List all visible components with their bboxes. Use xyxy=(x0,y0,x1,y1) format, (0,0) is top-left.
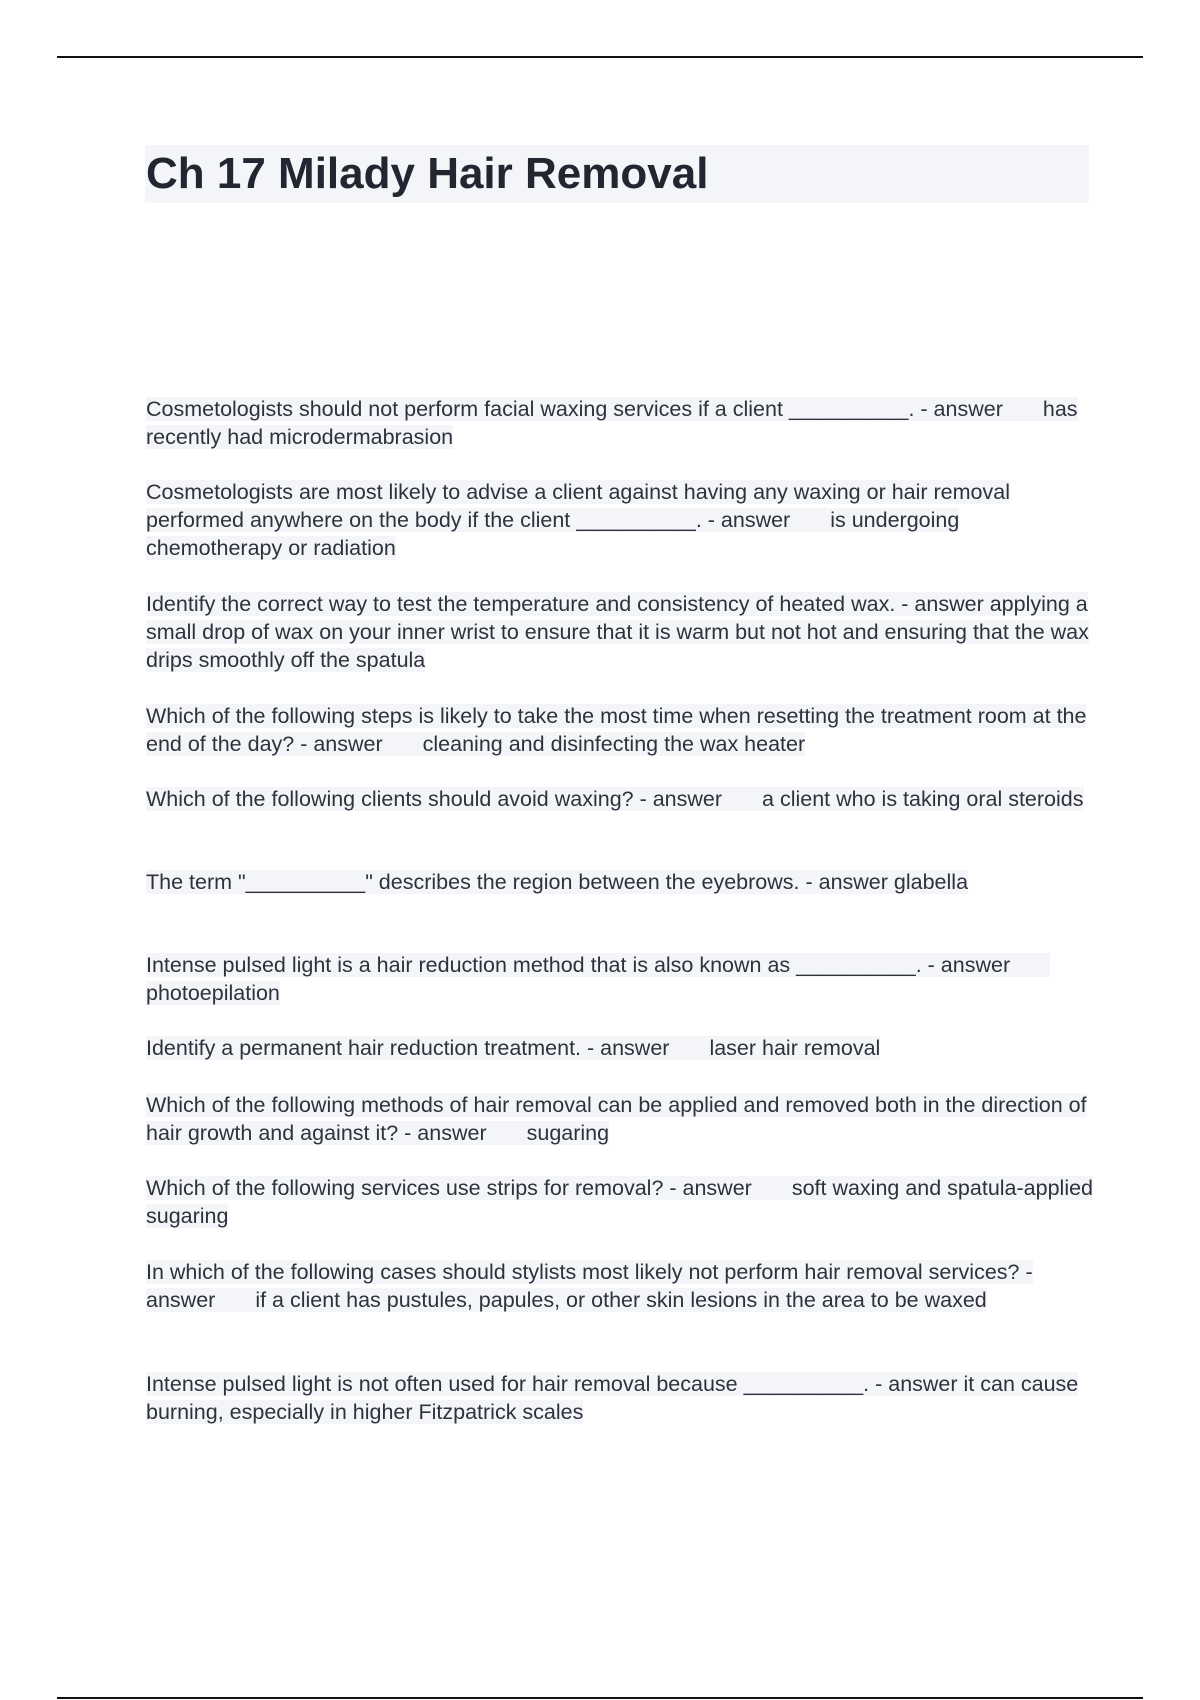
qa-item xyxy=(146,868,1096,896)
qa-item xyxy=(146,1258,1096,1314)
answer-text: sugaring xyxy=(526,1121,610,1145)
answer-text: soft waxing and spatula-applied sugaring xyxy=(146,1176,1094,1228)
question-text: Which of the following services use strips for removal? - answer xyxy=(146,1176,752,1200)
question-text: In which of the following cases should stylists most likely not perform hair removal services? - answer xyxy=(146,1260,1033,1312)
question-text: Intense pulsed light is not often used for hair removal because __________. - answer xyxy=(146,1372,958,1396)
qa-item xyxy=(146,1091,1096,1147)
qa-item xyxy=(146,702,1096,758)
answer-text: applying a small drop of wax on your inner wrist to ensure that it is warm but not hot and ensuring that the wax drips smoothly off the spatula xyxy=(146,592,1089,672)
question-text: Identify a permanent hair reduction treatment. - answer xyxy=(146,1036,670,1060)
question-text: Cosmetologists should not perform facial waxing services if a client __________. - answer xyxy=(146,397,1003,421)
qa-item xyxy=(146,1370,1096,1426)
answer-text: is undergoing chemotherapy or radiation xyxy=(146,508,960,560)
answer-text: laser hair removal xyxy=(709,1036,881,1060)
answer-text: photoepilation xyxy=(146,981,280,1005)
qa-item xyxy=(146,478,1096,562)
answer-text: if a client has pustules, papules, or other skin lesions in the area to be waxed xyxy=(255,1288,987,1312)
answer-text: cleaning and disinfecting the wax heater xyxy=(422,732,806,756)
qa-item xyxy=(146,1174,1096,1230)
question-text: Which of the following clients should avoid waxing? - answer xyxy=(146,787,723,811)
question-text: Intense pulsed light is a hair reduction method that is also known as __________. - answer xyxy=(146,953,1011,977)
qa-item xyxy=(146,951,1096,1007)
answer-text: it can cause burning, especially in higher Fitzpatrick scales xyxy=(146,1372,1079,1424)
page-title: Ch 17 Milady Hair Removal xyxy=(146,149,709,198)
question-text: The term "__________" describes the region between the eyebrows. - answer xyxy=(146,870,888,894)
qa-item xyxy=(146,395,1096,451)
answer-text: glabella xyxy=(893,870,969,894)
answer-text: a client who is taking oral steroids xyxy=(762,787,1084,811)
bottom-rule xyxy=(57,1697,1143,1699)
question-text: Which of the following methods of hair removal can be applied and removed both in the direction of hair growth and against it? - answer xyxy=(146,1093,1087,1145)
qa-item xyxy=(146,590,1096,674)
qa-item xyxy=(146,785,1096,813)
question-text: Cosmetologists are most likely to advise a client against having any waxing or hair removal performed anywhere on the body if the client __________. - answer xyxy=(146,480,1010,532)
question-text: Which of the following steps is likely to take the most time when resetting the treatment room at the end of the day? - answer xyxy=(146,704,1087,756)
qa-item xyxy=(146,1034,1096,1062)
question-text: Identify the correct way to test the temperature and consistency of heated wax. - answer xyxy=(146,592,984,616)
top-rule xyxy=(57,56,1143,58)
answer-text: has recently had microdermabrasion xyxy=(146,397,1078,449)
